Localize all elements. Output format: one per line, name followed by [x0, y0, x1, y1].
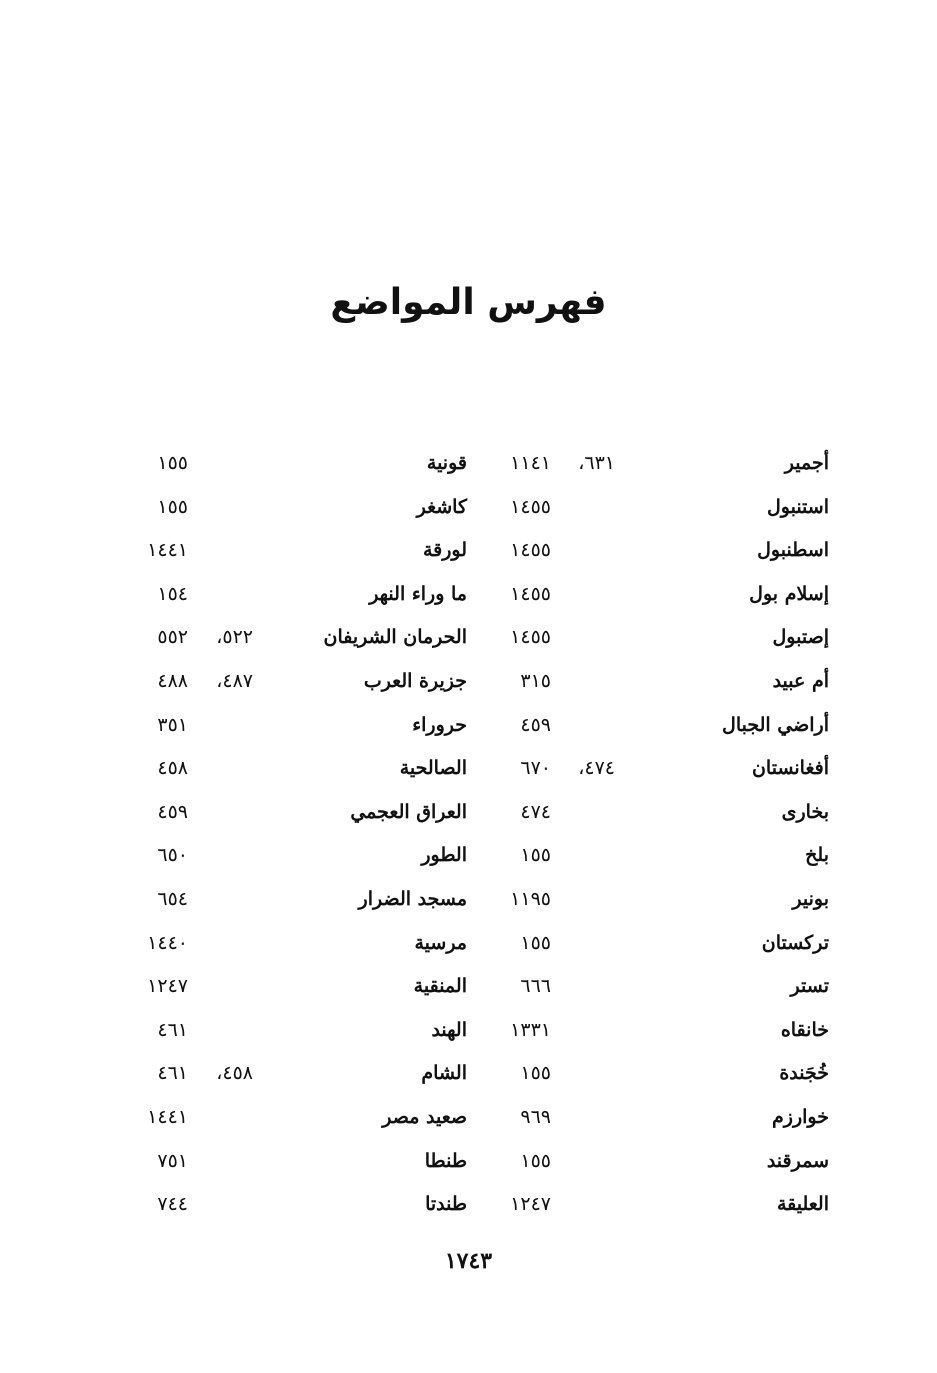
- place-name: سمرقند: [766, 1149, 829, 1172]
- page-ref: ٤٨٨: [157, 669, 188, 692]
- place-name: لورقة: [422, 539, 467, 562]
- page-ref: ١١٤١: [510, 452, 551, 474]
- page-number: ١٧٤٣: [444, 1248, 493, 1274]
- page-ref: ١٥٥: [157, 452, 188, 474]
- page-ref: ١٤٤١: [147, 539, 188, 562]
- index-row: [0, 1097, 937, 1141]
- place-name: مرسية: [414, 931, 467, 954]
- place-name: خوارزم: [772, 1105, 829, 1128]
- place-name: اسطنبول: [757, 539, 829, 562]
- place-name: حروراء: [412, 713, 467, 736]
- index-row: [0, 487, 937, 531]
- page-ref: ٧٥١: [157, 1149, 188, 1172]
- place-name: أفغانستان: [751, 757, 829, 780]
- index-row: [0, 617, 937, 661]
- index-row: [0, 879, 937, 923]
- place-name: إصتبول: [772, 626, 829, 649]
- place-name: المنقية: [413, 975, 467, 998]
- page-ref: ١٥٥: [520, 844, 551, 867]
- index-row: [0, 530, 937, 574]
- page-ref: ٧٤٤: [157, 1193, 188, 1216]
- place-name: العليقة: [776, 1193, 829, 1216]
- page-ref: ١٢٤٧: [510, 1193, 551, 1216]
- place-name: العراق العجمي: [350, 800, 467, 823]
- page-ref: ٦٣١،: [578, 452, 615, 474]
- page-ref: ٦٥٠: [157, 844, 188, 867]
- page-ref: ١١٩٥: [510, 887, 551, 910]
- index-row: [0, 705, 937, 749]
- page-ref: ٤٨٧،: [216, 669, 253, 692]
- page-ref: ١٥٤: [157, 582, 188, 605]
- page-ref: ٦٦٦: [520, 975, 551, 998]
- page-ref: ١٤٥٥: [510, 582, 551, 605]
- page-ref: ١٤٥٥: [510, 539, 551, 562]
- page-ref: ٤٥٩: [157, 800, 188, 823]
- page-ref: ١٢٤٧: [147, 975, 188, 998]
- place-name: خانقاه: [780, 1018, 829, 1041]
- page-ref: ١٤٥٥: [510, 495, 551, 518]
- index-row: [0, 748, 937, 792]
- page-ref: ٤٥٨،: [216, 1062, 253, 1085]
- place-name: خُجَندة: [779, 1062, 829, 1085]
- place-name: الطور: [421, 844, 467, 867]
- page-ref: ٤٧٤،: [578, 757, 615, 780]
- index-row: [0, 661, 937, 705]
- place-name: كاشغر: [416, 495, 467, 518]
- page-ref: ١٥٥: [520, 931, 551, 954]
- page-ref: ٣٥١: [157, 713, 188, 736]
- index-row: [0, 574, 937, 618]
- index-row: [0, 1141, 937, 1185]
- index-row: [0, 1184, 937, 1228]
- place-name: الشام: [421, 1062, 467, 1085]
- page-ref: ٦٧٠: [520, 757, 551, 780]
- index-row: [0, 792, 937, 836]
- page-ref: ١٤٥٥: [510, 626, 551, 649]
- page-ref: ٤٥٨: [157, 757, 188, 780]
- place-name: الهند: [431, 1018, 467, 1041]
- place-name: مسجد الضرار: [358, 887, 467, 910]
- page-ref: ١٥٥: [520, 1149, 551, 1172]
- place-name: أراضي الجبال: [722, 713, 829, 736]
- index-row: [0, 1053, 937, 1097]
- place-name: بلخ: [805, 844, 829, 867]
- place-name: تركستان: [761, 931, 829, 954]
- page-ref: ١٤٤١: [147, 1105, 188, 1128]
- place-name: طندتا: [425, 1193, 467, 1216]
- page-ref: ٤٥٩: [520, 713, 551, 736]
- place-name: استنبول: [766, 495, 829, 518]
- page-ref: ١٣٣١: [510, 1018, 551, 1041]
- page-ref: ٥٥٢: [157, 626, 188, 649]
- page-ref: ١٥٥: [157, 495, 188, 518]
- place-name: صعيد مصر: [382, 1105, 467, 1128]
- index-row: [0, 923, 937, 967]
- index-row: [0, 1010, 937, 1054]
- page-ref: ٤٦١: [157, 1062, 188, 1085]
- page-ref: ٤٧٤: [520, 800, 551, 823]
- place-name: طنطا: [424, 1149, 467, 1172]
- page-ref: ١٤٤٠: [147, 931, 188, 954]
- page-ref: ١٥٥: [520, 1062, 551, 1085]
- place-name: الصالحية: [399, 757, 467, 780]
- page-ref: ٥٢٢،: [216, 626, 253, 649]
- page-ref: ٩٦٩: [520, 1105, 551, 1128]
- place-name: تستر: [790, 975, 829, 998]
- place-name: إسلام بول: [749, 582, 829, 605]
- place-name: بونير: [792, 887, 829, 910]
- place-index-table: [0, 443, 937, 1228]
- place-name: الحرمان الشريفان: [323, 626, 467, 649]
- index-row: [0, 835, 937, 879]
- index-row: [0, 443, 937, 487]
- index-row: [0, 966, 937, 1010]
- place-name: جزيرة العرب: [363, 669, 467, 692]
- place-name: ما وراء النهر: [369, 582, 467, 605]
- page-ref: ٦٥٤: [157, 887, 188, 910]
- place-name: أجمير: [784, 452, 829, 474]
- page-ref: ٣١٥: [520, 669, 551, 692]
- page-ref: ٤٦١: [157, 1018, 188, 1041]
- page-title: فهرس المواضع: [330, 282, 607, 323]
- place-name: أم عبيد: [772, 669, 829, 692]
- place-name: قونية: [426, 452, 467, 474]
- place-name: بخارى: [781, 800, 829, 823]
